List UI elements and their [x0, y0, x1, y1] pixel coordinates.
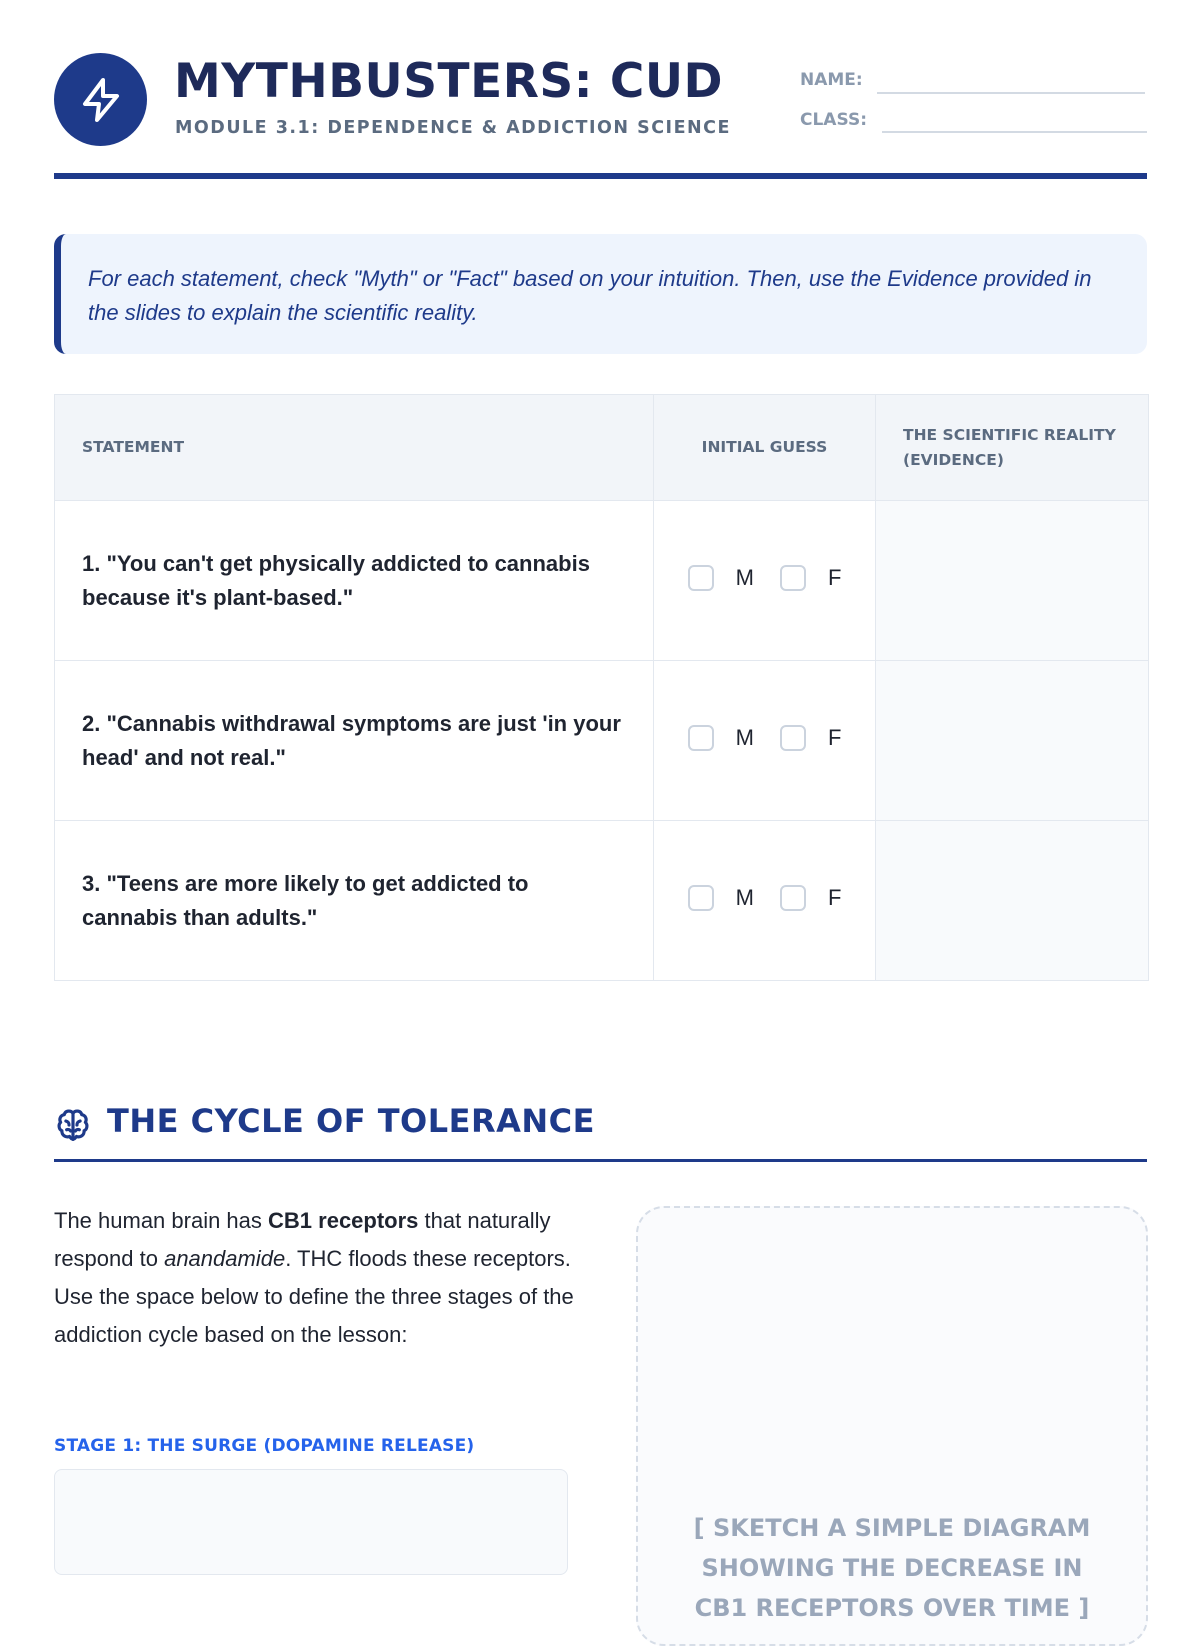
guess-cell — [654, 661, 876, 821]
myth-checkbox[interactable] — [688, 725, 714, 751]
class-field[interactable] — [882, 131, 1147, 133]
myth-label: M — [735, 885, 754, 910]
intro-text: that naturally respond to — [54, 1208, 551, 1271]
stage-1-label: STAGE 1: THE SURGE (DOPAMINE RELEASE) — [54, 1436, 475, 1456]
intro-text: The human brain has — [54, 1208, 269, 1233]
brain-icon — [54, 1106, 92, 1144]
fact-checkbox[interactable] — [780, 565, 806, 591]
myth-label: M — [735, 725, 754, 750]
sketch-prompt: [ SKETCH A SIMPLE DIAGRAM SHOWING THE DECREASE IN CB1 RECEPTORS OVER TIME ] — [693, 1514, 1091, 1622]
intro-italic-term: anandamide — [164, 1246, 286, 1271]
worksheet-title: MYTHBUSTERS: CUD — [174, 54, 724, 109]
guess-cell — [654, 821, 876, 981]
table-header-row — [55, 395, 1149, 501]
table-row — [55, 501, 1149, 661]
stage-1-answer-box[interactable] — [54, 1469, 568, 1575]
table-row — [55, 661, 1149, 821]
sketch-area[interactable] — [636, 1206, 1148, 1646]
fact-checkbox[interactable] — [780, 885, 806, 911]
statement-column-header: STATEMENT — [55, 395, 654, 501]
name-field[interactable] — [877, 92, 1145, 94]
section-divider — [54, 1159, 1147, 1162]
section-title: THE CYCLE OF TOLERANCE — [107, 1102, 596, 1140]
myth-fact-table — [54, 394, 1149, 981]
initial-guess-column-header: INITIAL GUESS — [654, 395, 876, 501]
evidence-column-header: THE SCIENTIFIC REALITY (EVIDENCE) — [876, 395, 1149, 501]
instruction-callout: For each statement, check "Myth" or "Fact" based on your intuition. Then, use the Evidence provided in the slides to explain the scientific reality. — [54, 234, 1147, 354]
name-label: NAME: — [800, 70, 863, 90]
evidence-answer-cell[interactable] — [876, 821, 1149, 981]
section-intro — [54, 1202, 574, 1354]
fact-label: F — [827, 725, 842, 750]
lightning-bolt-icon — [77, 76, 125, 124]
statement-cell: 2. "Cannabis withdrawal symptoms are just 'in your head' and not real." — [55, 661, 654, 821]
intro-bold-term: CB1 receptors — [268, 1208, 419, 1233]
myth-checkbox[interactable] — [688, 565, 714, 591]
statement-cell: 1. "You can't get physically addicted to cannabis because it's plant-based." — [55, 501, 654, 661]
evidence-answer-cell[interactable] — [876, 661, 1149, 821]
fact-label: F — [827, 565, 842, 590]
intro-text: . THC floods these receptors. Use the space below to define the three stages of the addiction cycle based on the lesson: — [54, 1246, 574, 1347]
myth-label: M — [735, 565, 754, 590]
class-label: CLASS: — [800, 110, 867, 130]
header-divider — [54, 173, 1147, 179]
statement-cell: 3. "Teens are more likely to get addicted to cannabis than adults." — [55, 821, 654, 981]
module-subtitle: MODULE 3.1: DEPENDENCE & ADDICTION SCIENCE — [175, 118, 731, 138]
myth-checkbox[interactable] — [688, 885, 714, 911]
fact-checkbox[interactable] — [780, 725, 806, 751]
logo-badge — [54, 53, 147, 146]
guess-cell — [654, 501, 876, 661]
fact-label: F — [827, 885, 842, 910]
table-row — [55, 821, 1149, 981]
evidence-answer-cell[interactable] — [876, 501, 1149, 661]
